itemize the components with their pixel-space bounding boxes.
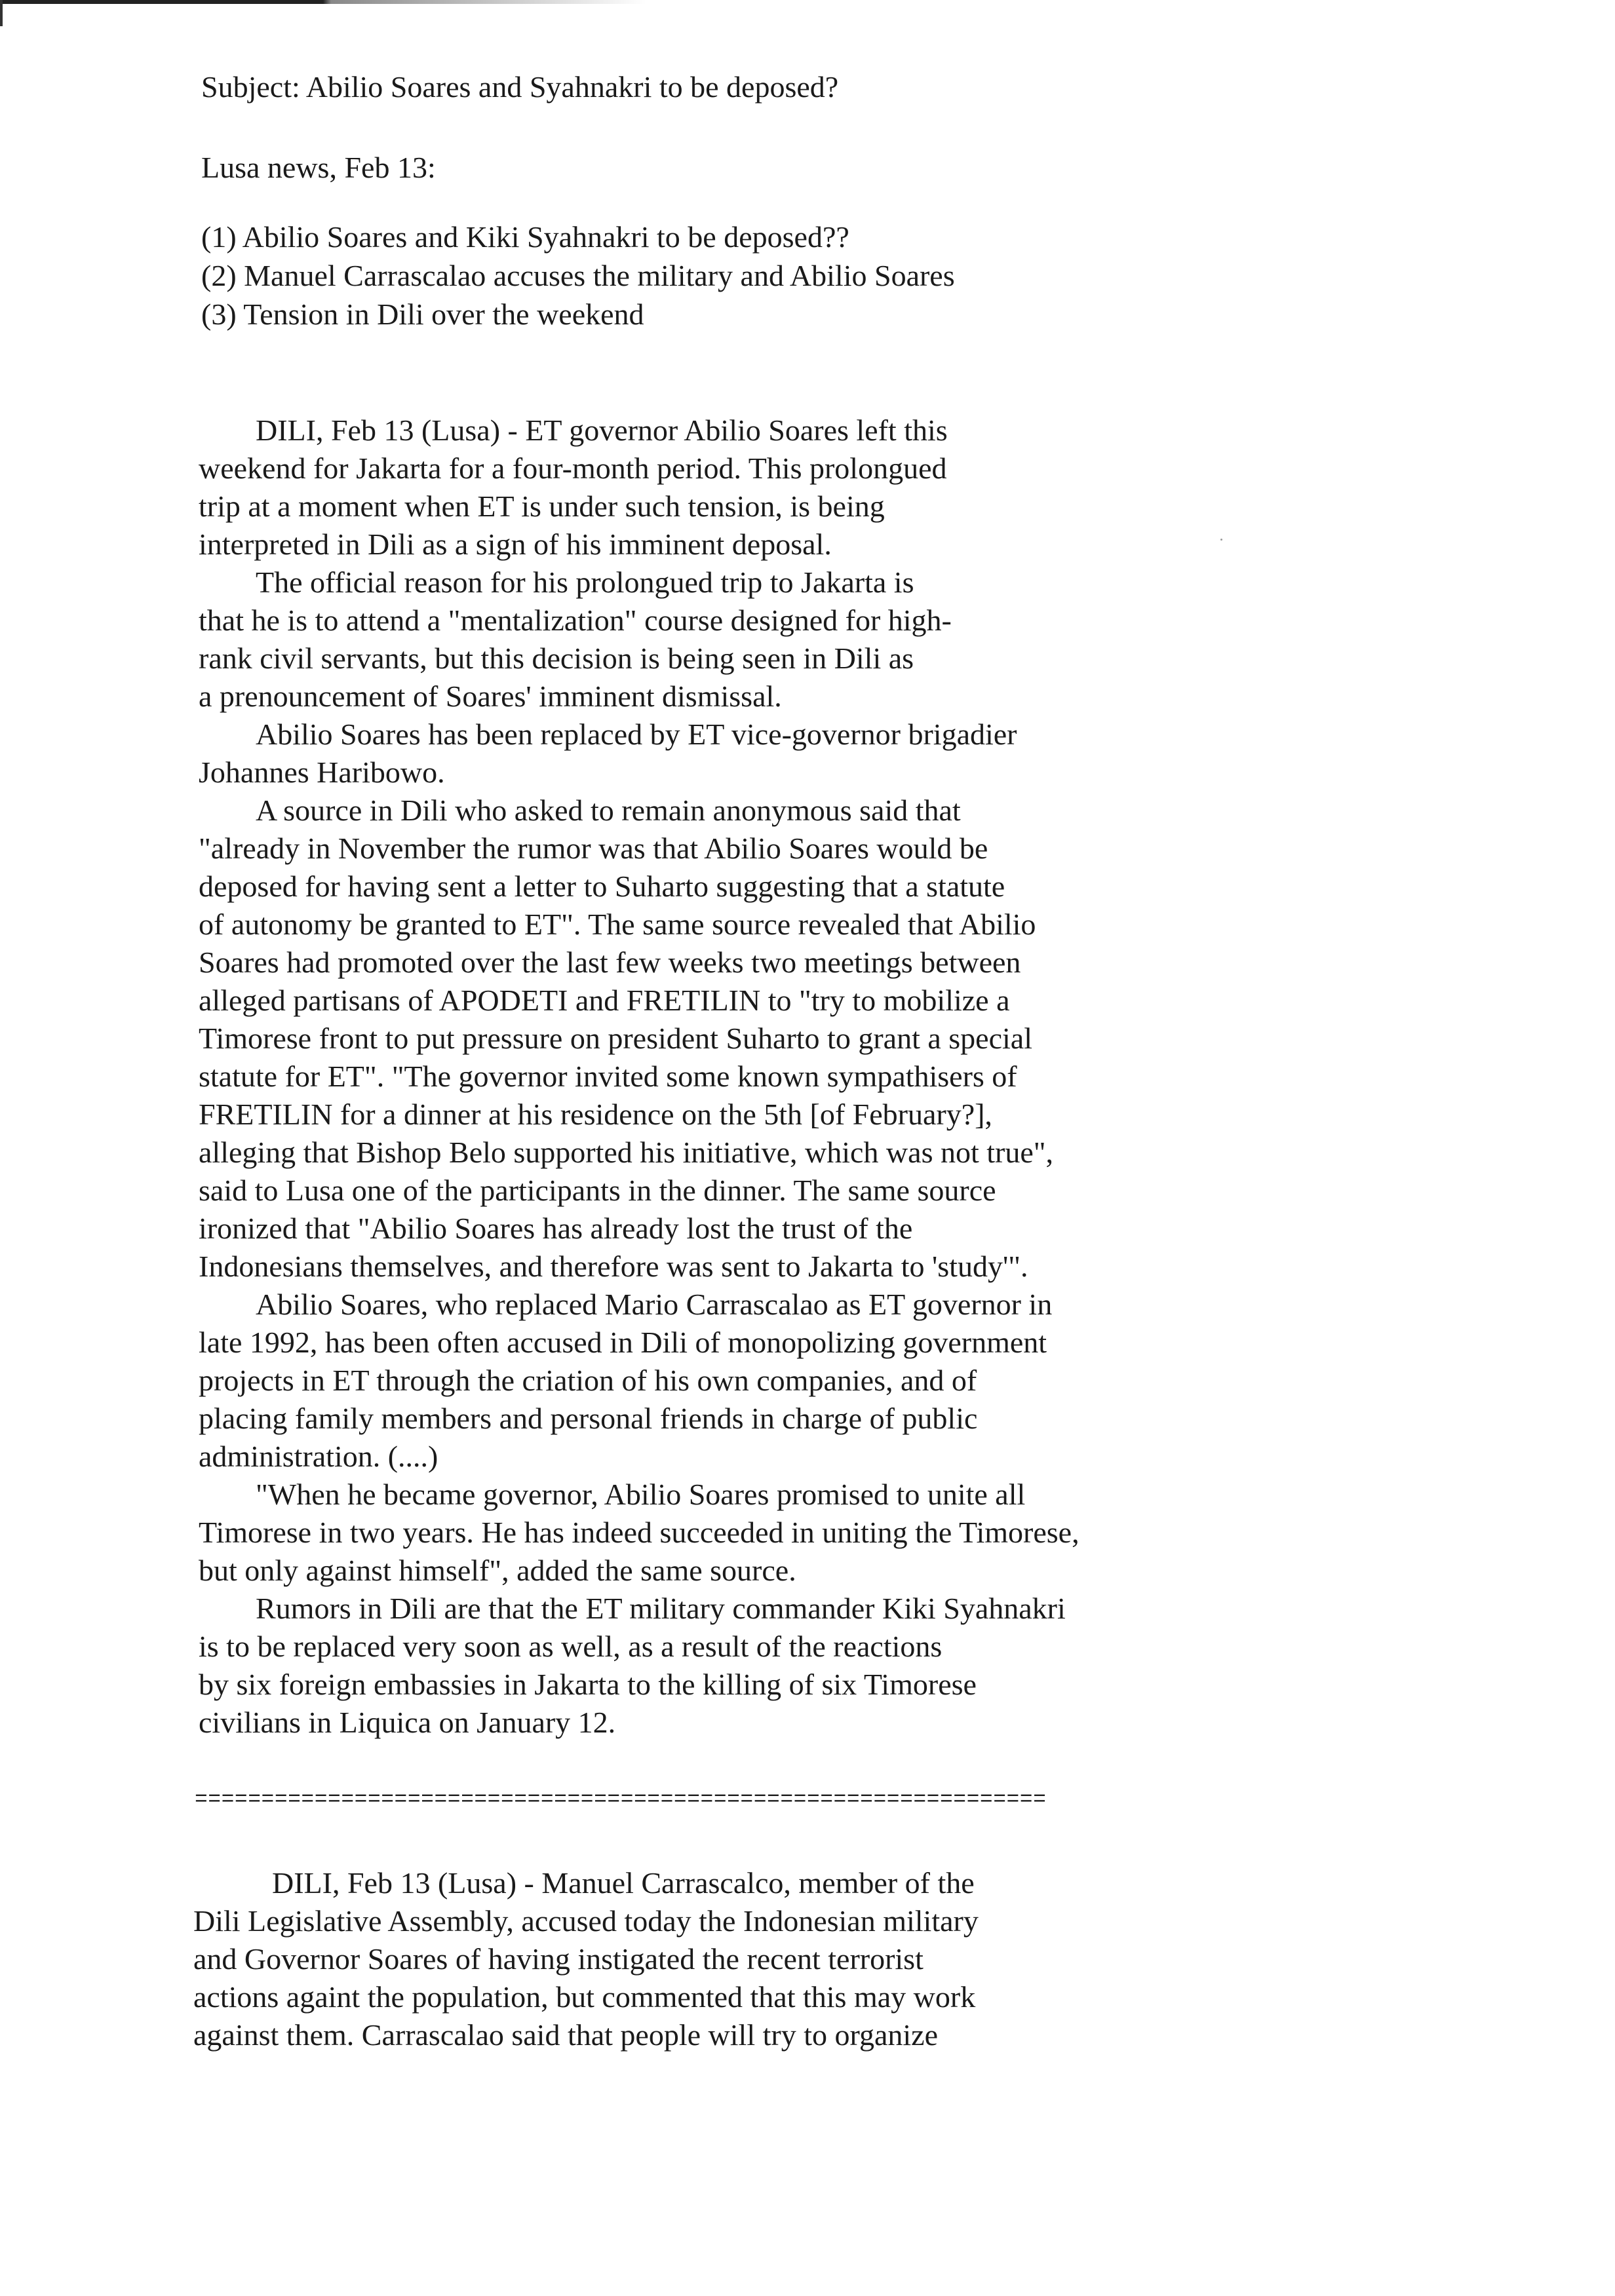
section-separator: ================================================================ [195, 1788, 1047, 1812]
toc-item: (2) Manuel Carrascalao accuses the military and Abilio Soares [201, 259, 955, 292]
article-line: "already in November the rumor was that Abilio Soares would be [199, 832, 988, 865]
source-line: Lusa news, Feb 13: [201, 151, 436, 184]
article-line: alleged partisans of APODETI and FRETILIN to "try to mobilize a [199, 984, 1010, 1017]
article-line: civilians in Liquica on January 12. [199, 1706, 616, 1739]
article-line: interpreted in Dili as a sign of his imminent deposal. [199, 527, 832, 561]
article-line: of autonomy be granted to ET". The same source revealed that Abilio [199, 908, 1036, 941]
article-line: said to Lusa one of the participants in the dinner. The same source [199, 1174, 996, 1207]
article-line: Soares had promoted over the last few weeks two meetings between [199, 946, 1021, 979]
article-line: Johannes Haribowo. [199, 756, 445, 789]
article-line: by six foreign embassies in Jakarta to the killing of six Timorese [199, 1668, 977, 1701]
article-line: Abilio Soares, who replaced Mario Carrascalao as ET governor in [256, 1288, 1053, 1321]
article-line: is to be replaced very soon as well, as a result of the reactions [199, 1630, 943, 1663]
scan-edge-left [0, 0, 3, 26]
article-line: Dili Legislative Assembly, accused today the Indonesian military [193, 1904, 979, 1938]
article-line: A source in Dili who asked to remain anonymous said that [256, 794, 961, 827]
article-line: deposed for having sent a letter to Suharto suggesting that a statute [199, 870, 1005, 903]
article-line: rank civil servants, but this decision is being seen in Dili as [199, 641, 914, 675]
toc-item: (1) Abilio Soares and Kiki Syahnakri to be deposed?? [201, 220, 849, 254]
scan-edge [0, 0, 1615, 4]
article-line: against them. Carrascalao said that people will try to organize [193, 2018, 939, 2052]
article-line: DILI, Feb 13 (Lusa) - Manuel Carrascalco, member of the [272, 1866, 975, 1900]
subject-line: Subject: Abilio Soares and Syahnakri to be deposed? [201, 70, 839, 104]
article-line: Abilio Soares has been replaced by ET vice-governor brigadier [256, 718, 1017, 751]
article-line: alleging that Bishop Belo supported his initiative, which was not true", [199, 1136, 1054, 1169]
article-line: DILI, Feb 13 (Lusa) - ET governor Abilio Soares left this [256, 413, 948, 447]
article-line: that he is to attend a "mentalization" course designed for high- [199, 603, 952, 637]
article-line: FRETILIN for a dinner at his residence on the 5th [of February?], [199, 1098, 992, 1131]
article-line: statute for ET". "The governor invited some known sympathisers of [199, 1060, 1017, 1093]
article-line: actions againt the population, but commented that this may work [193, 1980, 976, 2014]
article-line: ironized that "Abilio Soares has already lost the trust of the [199, 1212, 913, 1245]
article-line: The official reason for his prolongued trip to Jakarta is [256, 565, 914, 599]
toc-item: (3) Tension in Dili over the weekend [201, 297, 644, 331]
article-line: Rumors in Dili are that the ET military commander Kiki Syahnakri [256, 1592, 1066, 1625]
article-line: Timorese in two years. He has indeed succeeded in uniting the Timorese, [199, 1516, 1080, 1549]
scan-speck [1220, 539, 1222, 541]
article-line: late 1992, has been often accused in Dili of monopolizing government [199, 1326, 1047, 1359]
article-line: Indonesians themselves, and therefore was sent to Jakarta to 'study'". [199, 1250, 1028, 1283]
article-line: weekend for Jakarta for a four-month period. This prolongued [199, 451, 947, 485]
article-line: "When he became governor, Abilio Soares promised to unite all [256, 1478, 1026, 1511]
article-line: but only against himself", added the same source. [199, 1554, 796, 1587]
article-line: and Governor Soares of having instigated the recent terrorist [193, 1942, 924, 1976]
article-line: Timorese front to put pressure on president Suharto to grant a special [199, 1022, 1032, 1055]
article-line: projects in ET through the criation of his own companies, and of [199, 1364, 977, 1397]
article-line: a prenouncement of Soares' imminent dismissal. [199, 679, 782, 713]
article-line: trip at a moment when ET is under such tension, is being [199, 489, 885, 523]
article-line: placing family members and personal friends in charge of public [199, 1402, 978, 1435]
article-line: administration. (....) [199, 1440, 438, 1473]
